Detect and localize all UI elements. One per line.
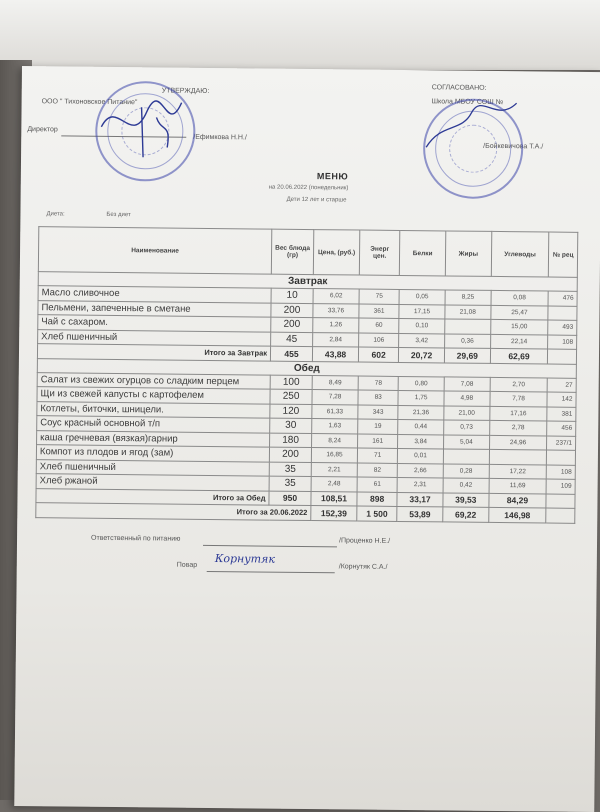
- dish-recipe: 108: [547, 465, 576, 480]
- dish-price: 7,28: [312, 390, 358, 405]
- total-price: 43,88: [312, 347, 358, 362]
- col-weight: Вес блюда (гр): [271, 229, 313, 274]
- dish-price: 1,63: [312, 419, 358, 434]
- col-name: Наименование: [38, 227, 271, 274]
- dish-price: 16,85: [311, 448, 357, 463]
- dish-energy: 78: [358, 376, 398, 391]
- total-recipe: [548, 349, 577, 364]
- col-price: Цена, (руб.): [313, 230, 360, 275]
- dish-carbs: 11,69: [489, 478, 547, 493]
- dish-price: 8,24: [312, 433, 358, 448]
- dish-name: Соус красный основной т/п: [37, 416, 270, 433]
- dish-fat: 0,73: [444, 420, 490, 435]
- dish-weight: 120: [270, 404, 312, 419]
- director-name: /Ефимкова Н.Н./: [193, 133, 247, 142]
- dish-protein: 2,66: [397, 463, 443, 478]
- dish-weight: 35: [269, 462, 311, 477]
- col-fat: Жиры: [445, 231, 491, 276]
- dish-recipe: 456: [547, 421, 576, 436]
- dish-energy: 106: [359, 333, 399, 348]
- cook-label: Повар: [176, 561, 198, 569]
- dish-fat: 0,42: [443, 478, 489, 493]
- dish-name: Хлеб пшеничный: [36, 459, 269, 476]
- dish-carbs: 17,22: [489, 464, 547, 479]
- total-fat: 39,53: [443, 492, 489, 507]
- dish-carbs: 2,70: [490, 377, 548, 392]
- dish-recipe: [548, 306, 577, 321]
- approve-label: УТВЕРЖДАЮ:: [161, 87, 210, 95]
- dish-carbs: 24,96: [489, 435, 547, 450]
- dish-weight: 200: [271, 317, 313, 332]
- day-total-energy: 1 500: [357, 506, 397, 521]
- right-signature-mark: [416, 92, 527, 163]
- dish-energy: 19: [358, 419, 398, 434]
- dish-price: 33,76: [313, 303, 359, 318]
- dish-recipe: 381: [547, 407, 576, 422]
- dish-recipe: 476: [548, 291, 577, 306]
- responsible-name: /Проценко Н.Е./: [339, 537, 391, 545]
- menu-document: [14, 66, 600, 812]
- right-name: /Бойкевичова Т.А./: [483, 142, 544, 151]
- col-carbs: Углеводы: [491, 231, 549, 277]
- total-label: Итого за Завтрак: [37, 344, 270, 361]
- cook-signature: Корнутяк: [214, 552, 276, 566]
- dish-carbs: 22,14: [490, 334, 548, 349]
- dish-energy: 71: [357, 448, 397, 463]
- menu-table: [35, 226, 578, 523]
- dish-energy: 82: [357, 463, 397, 478]
- day-total-price: 152,39: [311, 506, 357, 521]
- dish-fat: 0,28: [443, 463, 489, 478]
- total-label: Итого за Обед: [36, 488, 269, 505]
- dish-name: Хлеб ржаной: [36, 474, 269, 491]
- dish-weight: 180: [270, 433, 312, 448]
- dish-name: Масло сливочное: [38, 286, 271, 303]
- dish-weight: 200: [271, 303, 313, 318]
- org-right: Школа МБОУ СОШ №: [431, 98, 504, 107]
- cook-sign-line: [207, 571, 335, 573]
- dish-name: Компот из плодов и ягод (зам): [36, 445, 269, 462]
- dish-energy: 60: [359, 318, 399, 333]
- dish-name: Котлеты, биточки, шницели.: [37, 401, 270, 418]
- dish-fat: [445, 319, 491, 334]
- responsible-label: Ответственный по питанию: [91, 534, 181, 543]
- dish-carbs: 0,08: [491, 290, 549, 305]
- director-label: Директор: [27, 126, 58, 134]
- audience-line: Дети 12 лет и старше: [286, 196, 347, 204]
- dish-name: Пельмени, запеченные в сметане: [38, 300, 271, 317]
- dish-name: Хлеб пшеничный: [38, 329, 271, 346]
- dish-protein: 0,10: [399, 318, 445, 333]
- dish-price: 2,84: [313, 332, 359, 347]
- dish-energy: 61: [357, 477, 397, 492]
- section-title: Завтрак: [38, 272, 577, 292]
- director-signature-mark: [71, 77, 212, 178]
- col-protein: Белки: [400, 230, 446, 275]
- dish-carbs: 15,00: [490, 319, 548, 334]
- dish-price: 6,02: [313, 289, 359, 304]
- dish-price: 1,26: [313, 318, 359, 333]
- total-fat: 29,69: [444, 348, 490, 363]
- dish-recipe: 142: [547, 392, 576, 407]
- dish-energy: 75: [359, 289, 399, 304]
- dish-price: 8,49: [312, 375, 358, 390]
- dish-protein: 1,75: [398, 390, 444, 405]
- dish-fat: 21,08: [445, 304, 491, 319]
- org-left: ООО " Тихоновское Питание": [41, 98, 138, 107]
- dish-fat: 8,25: [445, 290, 491, 305]
- diet-label: Диета:: [46, 211, 65, 218]
- dish-weight: 10: [271, 288, 313, 303]
- total-weight: 455: [270, 346, 312, 361]
- col-recipe: № рец: [549, 232, 578, 277]
- dish-protein: 0,80: [398, 376, 444, 391]
- total-weight: 950: [269, 491, 311, 506]
- dish-energy: 161: [358, 434, 398, 449]
- responsible-sign-line: [203, 545, 337, 547]
- day-total-fat: 69,22: [443, 507, 489, 522]
- total-price: 108,51: [311, 491, 357, 506]
- backdrop-wall: [0, 0, 600, 70]
- dish-fat: 5,04: [443, 434, 489, 449]
- dish-name: Чай с сахаром.: [38, 315, 271, 332]
- total-recipe: [546, 494, 575, 509]
- dish-recipe: 27: [547, 378, 576, 393]
- dish-energy: 361: [359, 304, 399, 319]
- dish-fat: [443, 449, 489, 464]
- day-total-recipe: [546, 508, 575, 523]
- dish-weight: 35: [269, 476, 311, 491]
- dish-weight: 30: [270, 418, 312, 433]
- dish-name: Салат из свежих огурцов со сладким перцем: [37, 372, 270, 389]
- cook-name: /Корнутяк С.А./: [338, 563, 388, 571]
- dish-protein: 3,84: [398, 434, 444, 449]
- dish-recipe: 237/1: [547, 436, 576, 451]
- dish-name: Щи из свежей капусты с картофелем: [37, 387, 270, 404]
- date-line: на 20.06.2022 (понедельник): [268, 184, 349, 192]
- dish-protein: 0,01: [398, 448, 444, 463]
- dish-energy: 343: [358, 405, 398, 420]
- dish-price: 2,21: [311, 462, 357, 477]
- dish-protein: 3,42: [399, 333, 445, 348]
- day-total-label: Итого за 20.06.2022: [36, 503, 311, 520]
- total-energy: 898: [357, 492, 397, 507]
- dish-carbs: 2,78: [489, 420, 547, 435]
- dish-price: 61,33: [312, 404, 358, 419]
- dish-weight: 250: [270, 389, 312, 404]
- dish-protein: 0,44: [398, 419, 444, 434]
- dish-protein: 2,31: [397, 477, 443, 492]
- dish-carbs: [489, 449, 547, 464]
- dish-protein: 0,05: [399, 289, 445, 304]
- dish-name: каша гречневая (вязкая)гарнир: [37, 430, 270, 447]
- dish-recipe: 109: [546, 479, 575, 494]
- agree-label: СОГЛАСОВАНО:: [431, 84, 487, 92]
- dish-protein: 21,36: [398, 405, 444, 420]
- dish-protein: 17,15: [399, 304, 445, 319]
- day-total-protein: 53,89: [397, 506, 443, 521]
- dish-carbs: 25,47: [491, 305, 549, 320]
- dish-carbs: 7,78: [490, 391, 548, 406]
- dish-fat: 21,00: [444, 405, 490, 420]
- dish-fat: 7,08: [444, 376, 490, 391]
- dish-carbs: 17,16: [490, 406, 548, 421]
- dish-weight: 45: [271, 332, 313, 347]
- total-protein: 20,72: [399, 347, 445, 362]
- dish-price: 2,48: [311, 477, 357, 492]
- section-title: Обед: [37, 358, 576, 378]
- table-header-row: [38, 227, 577, 278]
- dish-recipe: 493: [548, 320, 577, 335]
- page-title: МЕНЮ: [316, 171, 349, 182]
- dish-fat: 0,36: [445, 333, 491, 348]
- total-protein: 33,17: [397, 492, 443, 507]
- day-total-carbs: 146,98: [488, 507, 546, 522]
- total-energy: 602: [359, 347, 399, 362]
- total-carbs: 84,29: [489, 493, 547, 508]
- diet-value: Без диет: [106, 211, 131, 219]
- col-energy: Энерг цен.: [359, 230, 400, 275]
- dish-weight: 100: [270, 375, 312, 390]
- total-carbs: 62,69: [490, 348, 548, 363]
- dish-recipe: 108: [548, 335, 577, 350]
- dish-recipe: [547, 450, 576, 465]
- dish-energy: 83: [358, 390, 398, 405]
- dish-fat: 4,98: [444, 391, 490, 406]
- dish-weight: 200: [269, 447, 311, 462]
